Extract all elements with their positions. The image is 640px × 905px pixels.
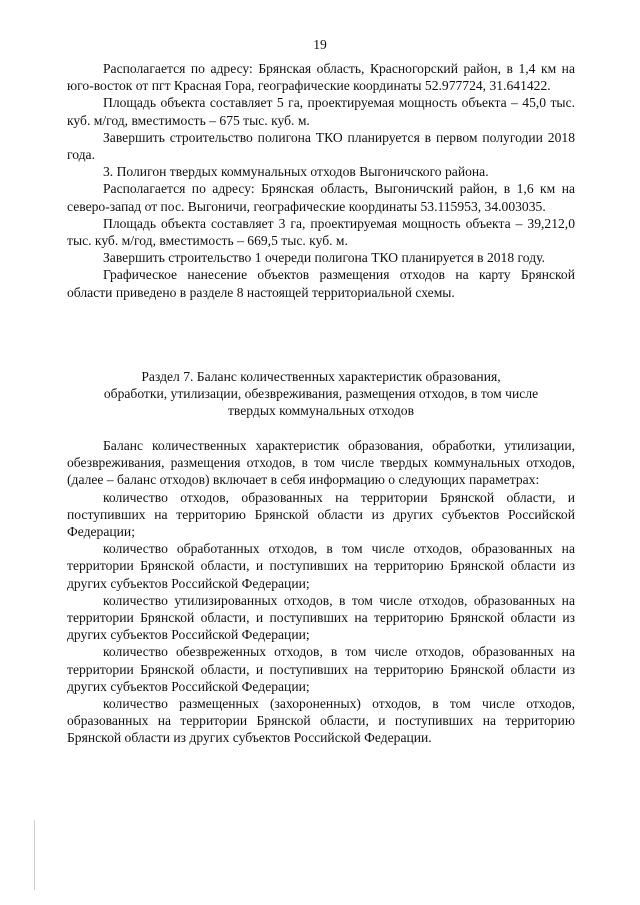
heading-line: Раздел 7. Баланс количественных характеристик образования, [141,369,501,384]
heading-line: твердых коммунальных отходов [227,403,415,419]
list-item-formed-waste: количество отходов, образованных на территории Брянской области, и поступивших на территорию Брянской области из других субъектов Российской Федерации; [67,489,575,540]
paragraph-vygonichi-title: 3. Полигон твердых коммунальных отходов Выгоничского района. [103,164,489,180]
scan-margin-mark [34,820,35,890]
list-item-neutralized-waste: количество обезвреженных отходов, в том числе отходов, образованных на территории Брянской области, и поступивших на территорию Брянской области из других субъектов Российской Федерации; [67,644,575,694]
paragraph-map-reference: Графическое нанесение объектов размещения отходов на карту Брянской области приведено в разделе 8 настоящей территориальной схемы. [67,267,575,300]
intro-section [67,60,575,301]
list-item-utilized-waste: количество утилизированных отходов, в том числе отходов, образованных на территории Брянской области, и поступивших на территорию Брянской области из других субъектов Российской Федерации; [67,592,575,643]
list-item-disposed-waste: количество размещенных (захороненных) отходов, в том числе отходов, образованных на территории Брянской области, и поступивших на территорию Брянской области из других субъектов Российской Федерации. [67,696,575,746]
paragraph-balance-intro: Баланс количественных характеристик образования, обработки, утилизации, обезвреживания, размещения отходов, в том числе твердых коммунальных отходов, (далее – баланс отходов) включает в себя информацию о следующих параметрах: [67,438,575,488]
paragraph-vygonichi-completion: Завершить строительство 1 очереди полигона ТКО планируется в 2018 году. [103,250,545,266]
paragraph-krasnaya-gora-completion: Завершить строительство полигона ТКО планируется в первом полугодии 2018 года. [67,129,575,163]
paragraph-krasnaya-gora-address: Располагается по адресу: Брянская область, Красногорский район, в 1,4 км на юго-восток от пгт Красная Гора, географические координаты 52.977724, 31.641422. [67,61,575,94]
page-number: 19 [313,37,327,52]
paragraph-vygonichi-address: Располагается по адресу: Брянская область, Выгоничский район, в 1,6 км на северо-запад от пос. Выгоничи, географические координаты 53.115953, 34.003035. [67,181,575,214]
paragraph-krasnaya-gora-area: Площадь объекта составляет 5 га, проектируемая мощность объекта – 45,0 тыс. куб. м/год, вместимость – 675 тыс. куб. м. [67,95,575,128]
paragraph-vygonichi-area: Площадь объекта составляет 3 га, проектируемая мощность объекта – 39,212,0 тыс. куб. м/год, вместимость – 669,5 тыс. куб. м. [67,215,575,249]
balance-section [67,437,575,747]
section-7-heading [60,368,582,420]
list-item-processed-waste: количество обработанных отходов, в том числе отходов, образованных на территории Брянской области, и поступивших на территорию Брянской области из других субъектов Российской Федерации; [67,541,575,591]
heading-line: обработки, утилизации, обезвреживания, размещения отходов, в том числе [103,386,539,402]
